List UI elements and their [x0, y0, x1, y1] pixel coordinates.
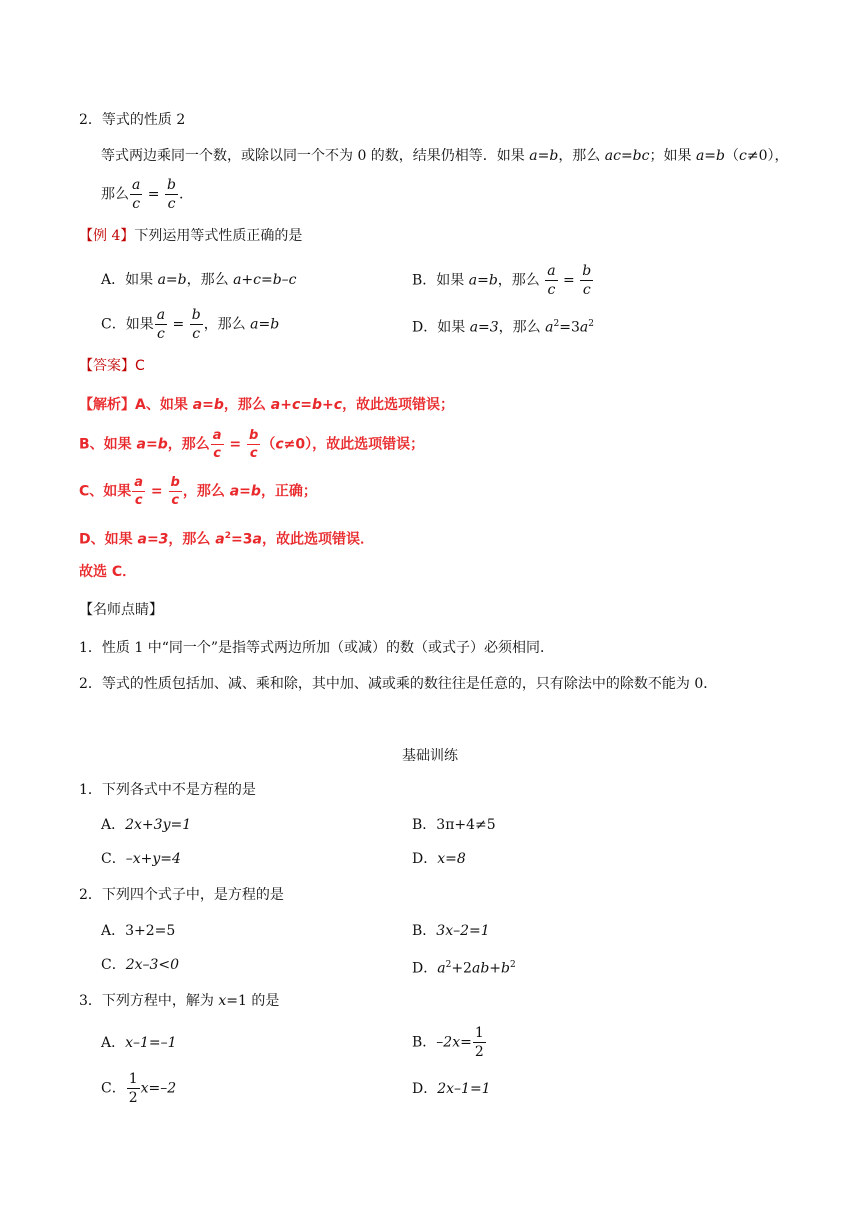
question-3-option-b: B．–2x= $\frac{1}{2}$ — [412, 1025, 484, 1060]
tips-point-1: 1．性质 1 中“同一个”是指等式两边所加（或减）的数（或式子）必须相同． — [79, 640, 555, 656]
fraction: $\frac{a}{c}$ — [156, 307, 166, 342]
example-4-option-c: C．如果 $\frac{a}{c}$ = $\frac{b}{c}$ ，那么 a=b — [101, 307, 280, 342]
question-2-stem: 2．下列四个式子中，是方程的是 — [79, 887, 284, 903]
analysis-line-a: 【解析】A、如果 a=b，那么 a+c=b+c，故此选项错误； — [79, 397, 455, 413]
fraction: $\frac{b}{c}$ — [167, 177, 176, 212]
question-1-option-a: A．2x+3y=1 — [101, 817, 192, 833]
fraction: $\frac{a}{c}$ — [547, 263, 556, 298]
analysis-conclusion: 故选 C． — [79, 564, 137, 580]
question-3-option-d: D．2x–1=1 — [412, 1081, 491, 1097]
property-2-formula: 那么 $\frac{a}{c}$ = $\frac{b}{c}$ . — [101, 177, 184, 212]
analysis-line-b: B、如果 a=b，那么 $\frac{a}{c}$ = $\frac{b}{c}$ （c≠0），故此选项错误； — [79, 428, 425, 461]
question-1-option-d: D．x=8 — [412, 851, 466, 867]
question-1-stem: 1．下列各式中不是方程的是 — [79, 782, 256, 798]
question-2-option-b: B．3x–2=1 — [412, 923, 490, 939]
question-1-option-b: B．3π+4≠5 — [412, 817, 496, 833]
example-tag: 【例 4】 — [79, 228, 135, 244]
fraction: $\frac{1}{2}$ — [474, 1025, 484, 1060]
example-4-question: 【例 4】下列运用等式性质正确的是 — [79, 228, 303, 244]
fraction: $\frac{b}{c}$ — [582, 263, 592, 298]
example-4-option-d: D．如果 a=3，那么 $a^2=3a^2$ — [412, 319, 594, 336]
fraction: $\frac{b}{c}$ — [249, 428, 259, 461]
fraction: $\frac{b}{c}$ — [170, 475, 180, 508]
example-4-option-a: A．如果 a=b，那么 a+c=b–c — [101, 272, 297, 288]
fraction: $\frac{a}{c}$ — [132, 177, 141, 212]
question-2-option-d: D．$a^2+2ab+b^2$ — [412, 960, 516, 977]
section-heading-property-2: 2．等式的性质 2 — [79, 112, 186, 128]
example-4-option-b: B．如果 a=b，那么 $\frac{a}{c}$ = $\frac{b}{c}$ — [412, 263, 592, 298]
fraction: $\frac{b}{c}$ — [191, 307, 201, 342]
analysis-line-c: C、如果 $\frac{a}{c}$ = $\frac{b}{c}$ ，那么 a=b，正确； — [79, 475, 317, 508]
section-title-basic-training: 基础训练 — [402, 748, 458, 764]
question-3-option-c: C． $\frac{1}{2}$ x=–2 — [101, 1071, 177, 1106]
fraction: $\frac{a}{c}$ — [212, 428, 222, 461]
question-1-option-c: C．–x+y=4 — [101, 851, 181, 867]
question-2-option-c: C．2x–3<0 — [101, 957, 180, 973]
fraction: $\frac{a}{c}$ — [134, 475, 144, 508]
question-2-option-a: A．3+2=5 — [101, 923, 176, 939]
property-2-text: 等式两边乘同一个数，或除以同一个不为 0 的数，结果仍相等．如果 a=b，那么 ac=bc；如果 a=b（c≠0）， — [101, 148, 789, 164]
question-3-stem: 3．下列方程中，解为 x=1 的是 — [79, 993, 280, 1009]
answer-value: C — [135, 358, 145, 374]
question-3-option-a: A．x–1=–1 — [101, 1035, 177, 1051]
analysis-line-d: D、如果 a=3，那么 $a^2=3a$，故此选项错误． — [79, 531, 374, 548]
fraction: $\frac{1}{2}$ — [128, 1071, 138, 1106]
tips-heading: 【名师点睛】 — [79, 602, 163, 618]
answer-line: 【答案】C — [79, 358, 145, 374]
tips-point-2: 2．等式的性质包括加、减、乘和除，其中加、减或乘的数往往是任意的，只有除法中的除数不能为 0． — [79, 676, 718, 692]
